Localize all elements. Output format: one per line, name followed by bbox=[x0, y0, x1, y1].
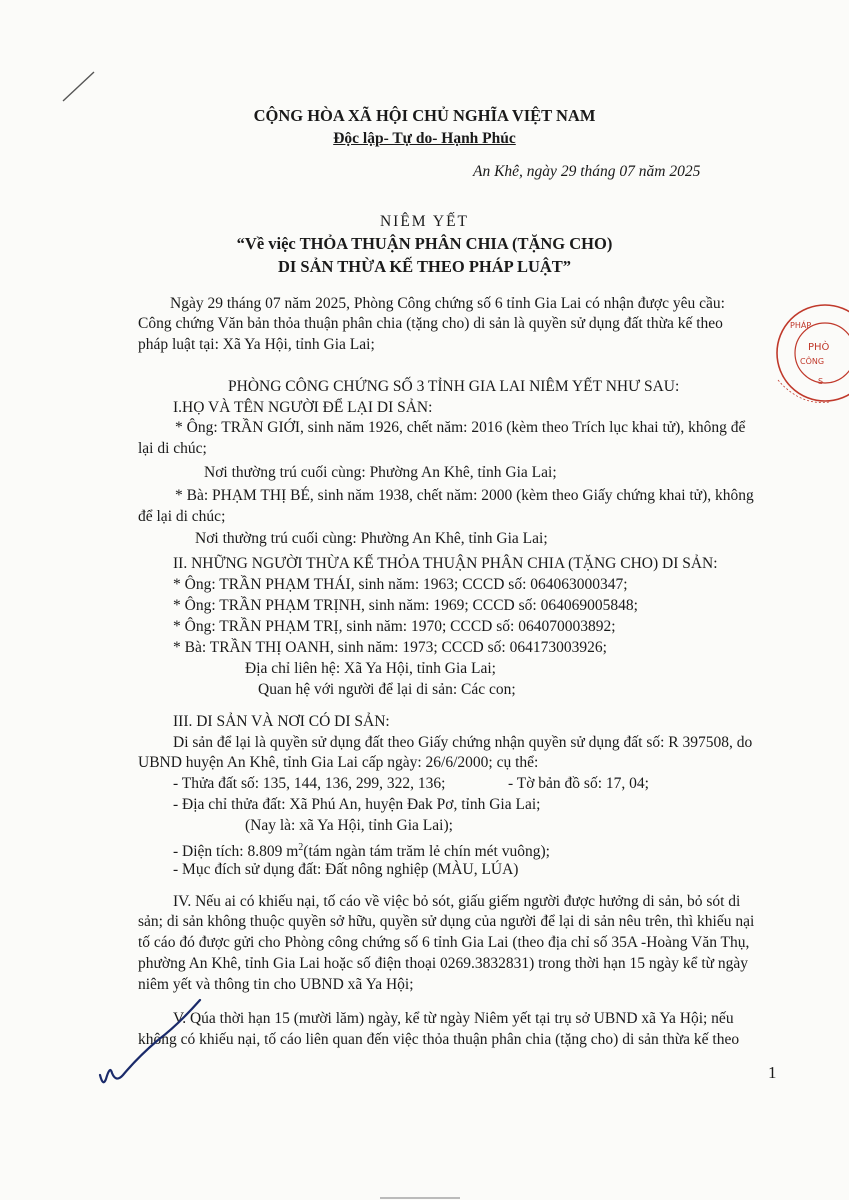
motto: Độc lập- Tự do- Hạnh Phúc bbox=[333, 130, 516, 147]
page-number: 1 bbox=[768, 1063, 777, 1082]
intro-line: Ngày 29 tháng 07 năm 2025, Phòng Công chứng số 6 tỉnh Gia Lai có nhận được yêu cầu: bbox=[170, 295, 725, 312]
heir-relation: Quan hệ với người để lại di sản: Các con; bbox=[258, 681, 516, 698]
section1-heading: I.HỌ VÀ TÊN NGƯỜI ĐỂ LẠI DI SẢN: bbox=[173, 399, 433, 416]
section1-line: Nơi thường trú cuối cùng: Phường An Khê, tỉnh Gia Lai; bbox=[195, 530, 548, 547]
document-title-line1: “Về việc THỎA THUẬN PHÂN CHIA (TẶNG CHO) bbox=[236, 234, 613, 253]
section3-line: Di sản để lại là quyền sử dụng đất theo Giấy chứng nhận quyền sử dụng đất số: R 397508, do bbox=[173, 734, 753, 751]
area-line bbox=[173, 838, 550, 862]
section1-line: * Bà: PHẠM THỊ BÉ, sinh năm 1938, chết năm: 2000 (kèm theo Giấy chứng khai tử), không bbox=[175, 487, 754, 504]
parcel-numbers: - Thửa đất số: 135, 144, 136, 299, 322, 136; bbox=[173, 775, 446, 792]
national-title: CỘNG HÒA XÃ HỘI CHỦ NGHĨA VIỆT NAM bbox=[253, 106, 596, 125]
intro-line: pháp luật tại: Xã Ya Hội, tỉnh Gia Lai; bbox=[138, 336, 375, 353]
section4-line: niêm yết và thông tin cho UBND xã Ya Hội; bbox=[138, 976, 414, 993]
heir-line: * Bà: TRẦN THỊ OANH, sinh năm: 1973; CCCD số: 064173003926; bbox=[173, 639, 607, 656]
area-unit-superscript: 2 bbox=[298, 842, 304, 853]
section3-heading: III. DI SẢN VÀ NƠI CÓ DI SẢN: bbox=[173, 713, 390, 730]
svg-text:S: S bbox=[818, 377, 824, 386]
red-seal-stamp bbox=[770, 298, 849, 408]
next-page-edge bbox=[0, 1192, 849, 1200]
section1-line: * Ông: TRẦN GIỚI, sinh năm 1926, chết năm: 2016 (kèm theo Trích lục khai tử), không để bbox=[175, 419, 746, 436]
section2-heading: II. NHỮNG NGƯỜI THỪA KẾ THỎA THUẬN PHÂN CHIA (TẶNG CHO) DI SẢN: bbox=[173, 555, 718, 572]
section3-line: - Địa chỉ thửa đất: Xã Phú An, huyện Đak Pơ, tỉnh Gia Lai; bbox=[173, 796, 541, 813]
document-title-line2: DI SẢN THỪA KẾ THEO PHÁP LUẬT” bbox=[277, 257, 572, 276]
svg-text:CÔNG: CÔNG bbox=[800, 357, 825, 366]
intro-line: Công chứng Văn bản thỏa thuận phân chia (tặng cho) di sản là quyền sử dụng đất thừa kế theo bbox=[138, 315, 723, 332]
section4-line: phường An Khê, tỉnh Gia Lai hoặc số điện thoại 0269.3832831) trong thời hạn 15 ngày kể từ ngày bbox=[138, 955, 749, 972]
document-kind: NIÊM YẾT bbox=[379, 213, 470, 230]
section4-line: tố cáo đó được gửi cho Phòng công chứng số 6 tỉnh Gia Lai (theo địa chỉ số 35A -Hoàng Văn Thụ, bbox=[138, 934, 750, 951]
heir-address: Địa chỉ liên hệ: Xã Ya Hội, tỉnh Gia Lai; bbox=[245, 660, 496, 677]
section4-line: sản; di sản không thuộc quyền sở hữu, quyền sử dụng của người để lại di sản nêu trên, thì khiếu nại bbox=[138, 913, 755, 930]
place-date: An Khê, ngày 29 tháng 07 năm 2025 bbox=[473, 163, 701, 180]
section4-line: IV. Nếu ai có khiếu nại, tố cáo về việc bỏ sót, giấu giếm người được hưởng di sản, bỏ sót di bbox=[173, 893, 741, 910]
section3-line: (Nay là: xã Ya Hội, tỉnh Gia Lai); bbox=[245, 817, 453, 834]
area-words: (tám ngàn tám trăm lẻ chín mét vuông); bbox=[303, 843, 550, 861]
svg-text:PHÒ: PHÒ bbox=[808, 342, 830, 353]
heir-line: * Ông: TRẦN PHẠM TRỊNH, sinh năm: 1969; CCCD số: 064069005848; bbox=[173, 597, 638, 614]
section5-line: V. Qúa thời hạn 15 (mười lăm) ngày, kể từ ngày Niêm yết tại trụ sở UBND xã Ya Hội; nếu bbox=[173, 1010, 734, 1027]
handwritten-initial-mark bbox=[98, 995, 208, 1090]
section1-line: để lại di chúc; bbox=[138, 508, 226, 525]
section3-line: UBND huyện An Khê, tỉnh Gia Lai cấp ngày: 26/6/2000; cụ thể: bbox=[138, 754, 539, 771]
section3-line: - Mục đích sử dụng đất: Đất nông nghiệp (MÀU, LÚA) bbox=[173, 861, 519, 878]
pen-mark-top-left bbox=[60, 68, 100, 104]
section1-line: lại di chúc; bbox=[138, 440, 207, 457]
notice-heading: PHÒNG CÔNG CHỨNG SỐ 3 TỈNH GIA LAI NIÊM YẾT NHƯ SAU: bbox=[228, 378, 680, 395]
svg-text:PHÁP: PHÁP bbox=[790, 321, 812, 330]
section1-line: Nơi thường trú cuối cùng: Phường An Khê, tỉnh Gia Lai; bbox=[204, 464, 557, 481]
area-value: - Diện tích: 8.809 m bbox=[173, 843, 299, 861]
heir-line: * Ông: TRẦN PHẠM TRỊ, sinh năm: 1970; CCCD số: 064070003892; bbox=[173, 618, 616, 635]
heir-line: * Ông: TRẦN PHẠM THÁI, sinh năm: 1963; CCCD số: 064063000347; bbox=[173, 576, 628, 593]
section5-line: không có khiếu nại, tố cáo liên quan đến việc thỏa thuận phân chia (tặng cho) di sản thừa kế theo bbox=[138, 1031, 740, 1048]
map-sheet-numbers: - Tờ bản đồ số: 17, 04; bbox=[508, 775, 649, 792]
